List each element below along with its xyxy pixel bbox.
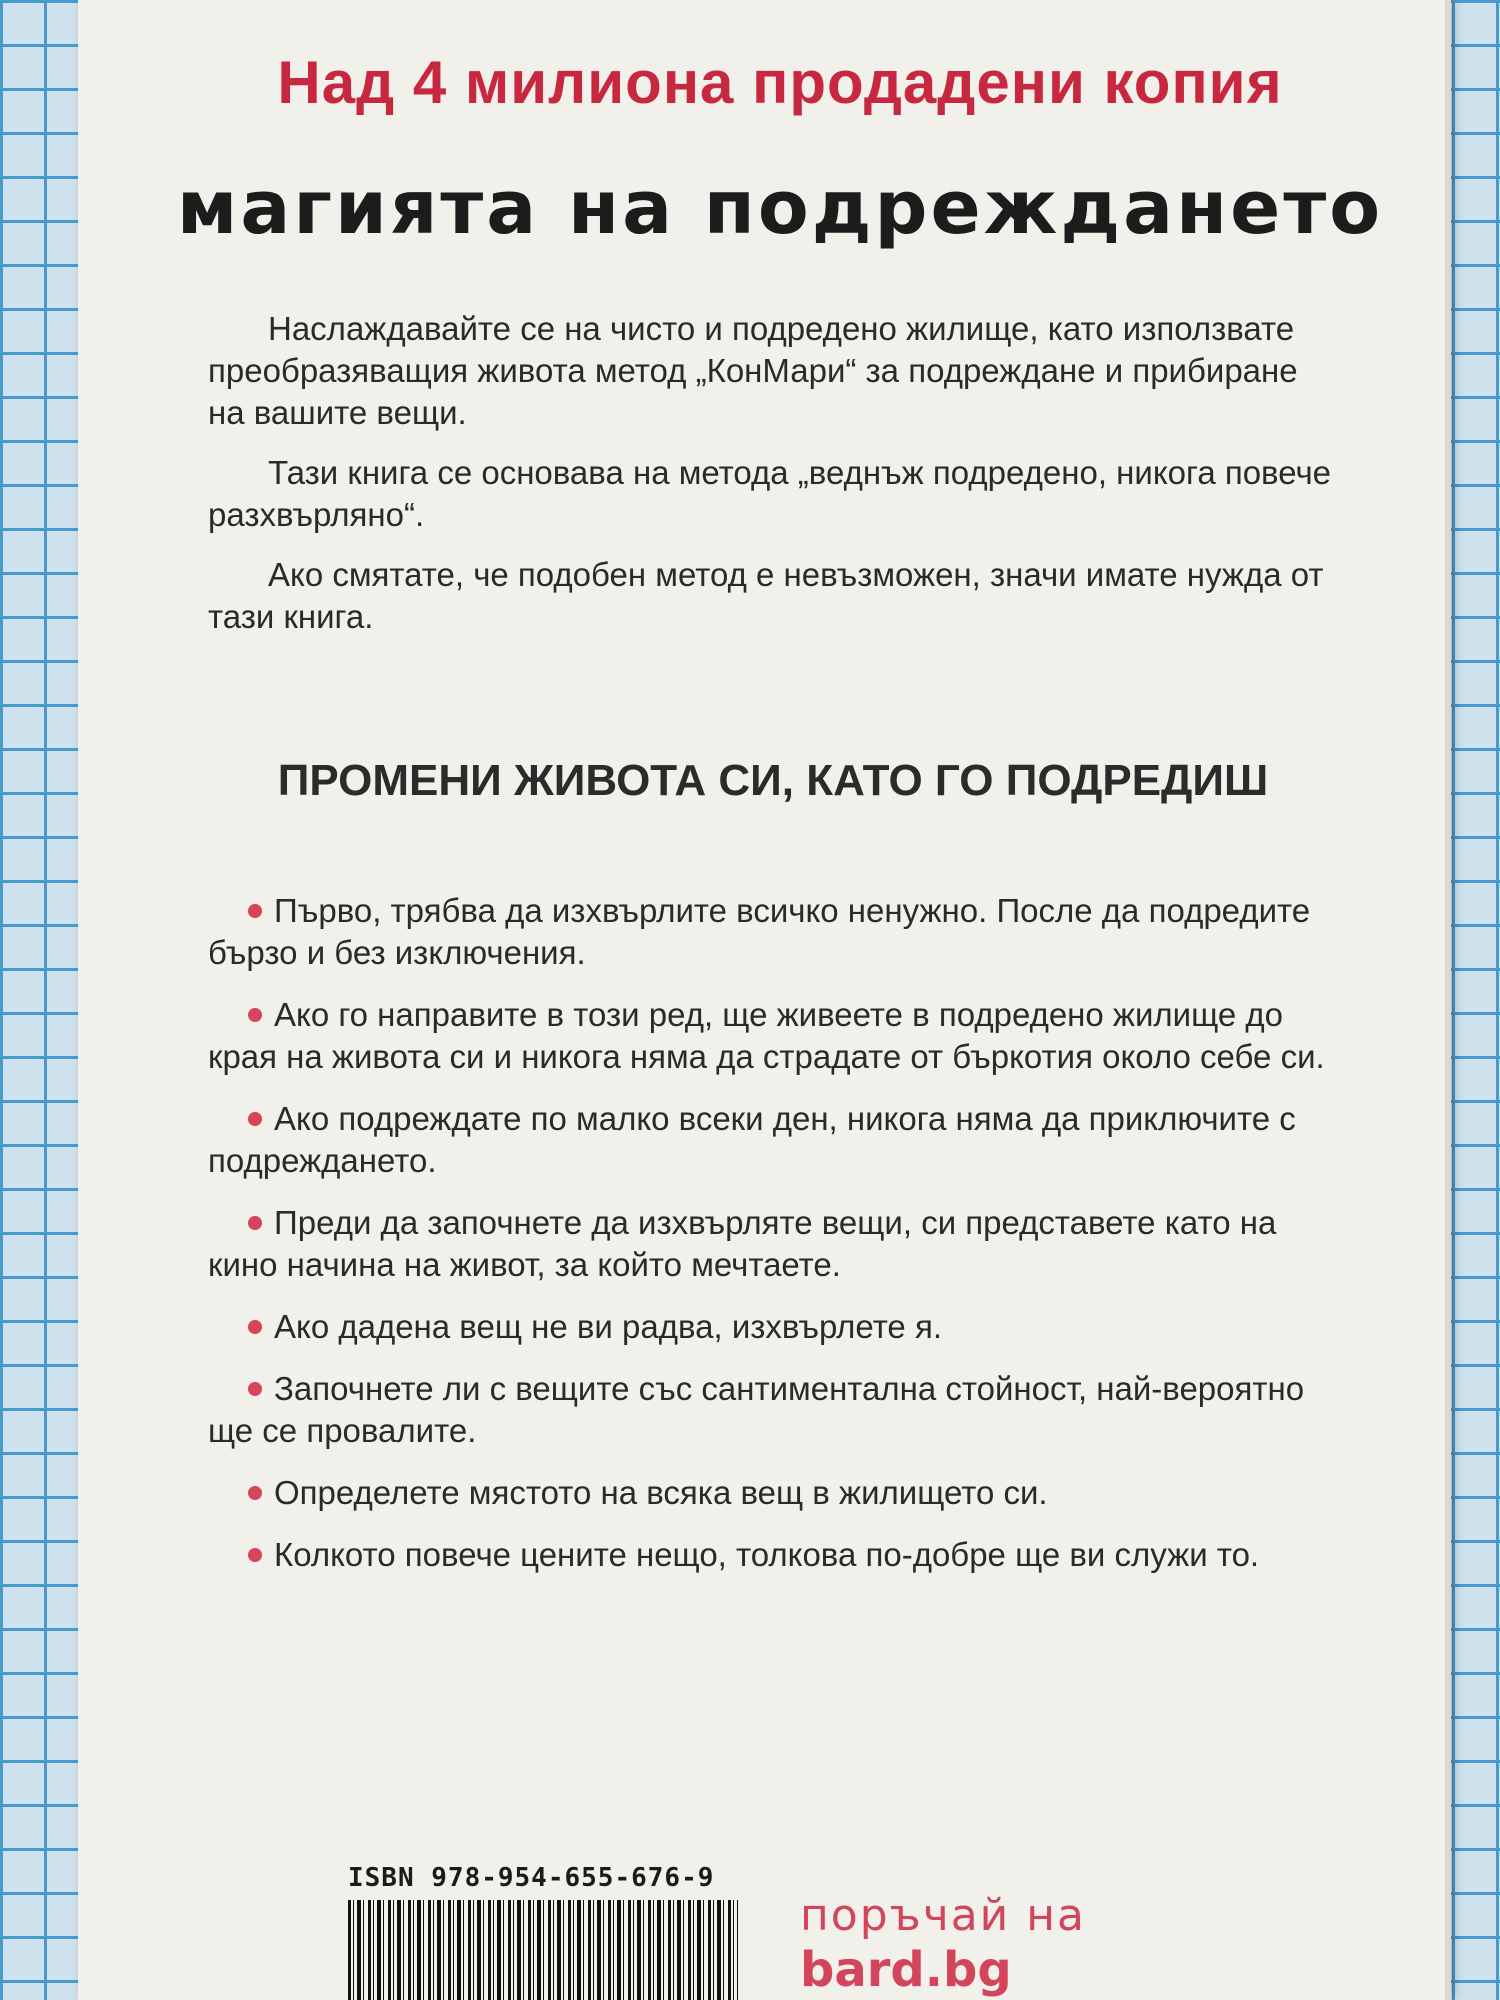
list-item (208, 1472, 1338, 1514)
bullet-dot-icon (248, 904, 262, 918)
isbn-label: ISBN 978-954-655-676-9 (348, 1863, 715, 1893)
list-item-text: Започнете ли с вещите със сантиментална стойност, най-вероятно ще се провалите. (208, 1370, 1305, 1449)
list-item (208, 994, 1338, 1078)
list-item-text: Ако подреждате по малко всеки ден, никога няма да приключите с подреждането. (208, 1100, 1296, 1179)
intro-text (208, 308, 1338, 656)
intro-paragraph: Наслаждавайте се на чисто и подредено жилище, като използвате преобразяващия живота метод „КонМари“ за подреждане и прибиране на вашите вещи. (208, 310, 1298, 431)
tips-list (208, 890, 1338, 1596)
bullet-dot-icon (248, 1112, 262, 1126)
bullet-dot-icon (248, 1382, 262, 1396)
list-item-text: Колкото повече цените нещо, толкова по-добре ще ви служи то. (274, 1536, 1260, 1573)
list-item (208, 1202, 1338, 1286)
list-item (208, 1368, 1338, 1452)
list-item-text: Определете мястото на всяка вещ в жилището си. (274, 1474, 1048, 1511)
intro-paragraph: Ако смятате, че подобен метод е невъзможен, значи имате нужда от тази книга. (208, 556, 1324, 635)
bullet-dot-icon (248, 1548, 262, 1562)
cover-edge (1445, 0, 1451, 2000)
list-item (208, 890, 1338, 974)
order-label: поръчай на (800, 1890, 1086, 1941)
bullet-dot-icon (248, 1320, 262, 1334)
bullet-dot-icon (248, 1486, 262, 1500)
list-item-text: Ако го направите в този ред, ще живеете в подредено жилище до края на живота си и никога няма да страдате от бъркотия около себе си. (208, 996, 1325, 1075)
list-item (208, 1306, 1338, 1348)
list-item-text: Преди да започнете да изхвърляте вещи, си представете като на кино начина на живот, за който мечтаете. (208, 1204, 1277, 1283)
website-link: bard.bg (800, 1942, 1012, 1998)
book-title: магията на подреждането (176, 165, 1384, 251)
bullet-dot-icon (248, 1008, 262, 1022)
intro-paragraph: Тази книга се основава на метода „веднъж подредено, никога повече разхвърляно“. (208, 454, 1332, 533)
list-item (208, 1098, 1338, 1182)
section-heading: ПРОМЕНИ ЖИВОТА СИ, КАТО ГО ПОДРЕДИШ (277, 756, 1269, 805)
list-item (208, 1534, 1338, 1576)
tagline: Над 4 милиона продадени копия (277, 49, 1283, 116)
list-item-text: Ако дадена вещ не ви радва, изхвърлете я. (274, 1308, 942, 1345)
barcode-icon (348, 1900, 738, 2000)
bullet-dot-icon (248, 1216, 262, 1230)
list-item-text: Първо, трябва да изхвърлите всичко ненужно. После да подредите бързо и без изключения. (208, 892, 1311, 971)
